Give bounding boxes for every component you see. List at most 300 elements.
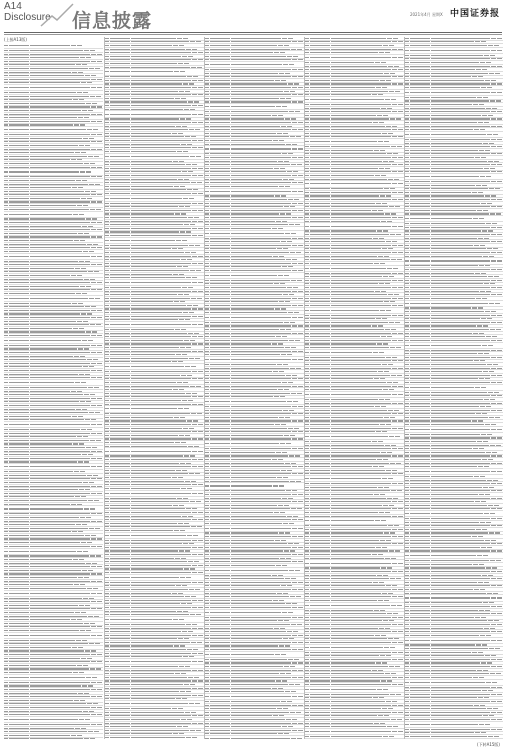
fund-name-placeholder [231,98,279,99]
row-number-placeholder [205,561,209,562]
value-placeholder [273,140,278,141]
row-number-placeholder [4,61,8,62]
value-placeholder [387,382,392,383]
row-number-placeholder [205,645,209,646]
value-placeholder [97,370,102,371]
row-number-placeholder [205,148,209,149]
fund-name-placeholder [331,248,381,249]
fund-name-placeholder [331,129,391,130]
fund-name-placeholder [331,505,382,506]
fund-name-placeholder [231,179,282,180]
fund-code-placeholder [9,124,29,125]
fund-code-placeholder [110,438,130,439]
fund-name-placeholder [231,270,291,271]
row-number-placeholder [4,377,8,378]
value-placeholder [376,87,381,88]
fund-code-placeholder [210,696,230,697]
value-placeholder [392,529,397,530]
fund-code-placeholder [9,577,29,578]
value-placeholder [76,409,81,410]
value-placeholder [198,371,203,372]
value-placeholder [280,329,285,330]
fund-name-placeholder [30,738,83,739]
value-placeholder [292,191,297,192]
fund-code-placeholder [9,440,29,441]
fund-code-placeholder [9,279,29,280]
fund-code-placeholder [9,711,29,712]
fund-code-placeholder [110,151,130,152]
value-placeholder [297,508,302,509]
fund-name-placeholder [30,163,83,164]
row-number-placeholder [205,501,209,502]
value-placeholder [74,471,79,472]
value-placeholder [288,543,293,544]
value-placeholder [392,368,397,369]
fund-code-placeholder [310,291,330,292]
row-number-placeholder [305,62,309,63]
value-placeholder [188,217,193,218]
fund-name-placeholder [30,405,90,406]
row-number-placeholder [205,140,209,141]
row-number-placeholder [305,563,309,564]
fund-code-placeholder [110,417,130,418]
value-placeholder [180,186,185,187]
fund-code-placeholder [110,695,130,696]
fund-code-placeholder [210,410,230,411]
fund-code-placeholder [310,647,330,648]
value-placeholder [82,685,87,686]
value-placeholder [82,524,87,525]
value-placeholder [382,547,387,548]
row-number-placeholder [105,653,109,654]
fund-name-placeholder [131,41,189,42]
fund-name-placeholder [30,57,79,58]
row-number-placeholder [205,528,209,529]
value-placeholder [84,117,89,118]
fund-name-placeholder [30,508,83,509]
fund-code-placeholder [9,447,29,448]
value-placeholder [381,291,386,292]
value-placeholder [198,554,203,555]
row-number-placeholder [305,375,309,376]
value-placeholder [192,256,197,257]
fund-name-placeholder [30,331,85,332]
fund-name-placeholder [131,561,187,562]
row-number-placeholder [305,146,309,147]
row-number-placeholder [105,530,109,531]
fund-name-placeholder [30,482,82,483]
fund-name-placeholder [231,420,291,421]
fund-code-placeholder [9,293,29,294]
fund-code-placeholder [310,80,330,81]
fund-code-placeholder [210,662,230,663]
value-placeholder [284,322,289,323]
row-number-placeholder [305,336,309,337]
row-number-placeholder [105,424,109,425]
row-number-placeholder [305,452,309,453]
fund-code-placeholder [210,417,230,418]
value-placeholder [398,252,403,253]
value-placeholder [77,391,82,392]
value-placeholder [286,443,291,444]
value-placeholder [81,429,86,430]
fund-code-placeholder [210,719,230,720]
fund-code-placeholder [9,689,29,690]
fund-code-placeholder [9,198,29,199]
row-number-placeholder [4,546,8,547]
value-placeholder [91,538,96,539]
fund-name-placeholder [231,715,272,716]
fund-code-placeholder [9,289,29,290]
value-placeholder [382,593,387,594]
value-placeholder [193,76,198,77]
value-placeholder [83,665,88,666]
fund-name-placeholder [231,396,273,397]
value-placeholder [191,252,196,253]
row-number-placeholder [105,228,109,229]
value-placeholder [176,240,181,241]
fund-name-placeholder [30,286,79,287]
row-number-placeholder [4,279,8,280]
fund-code-placeholder [9,542,29,543]
fund-name-placeholder [131,164,185,165]
value-placeholder [90,440,95,441]
fund-code-placeholder [9,581,29,582]
value-placeholder [382,478,387,479]
fund-code-placeholder [210,308,230,309]
fund-code-placeholder [9,504,29,505]
fund-name-placeholder [331,386,391,387]
value-placeholder [293,401,298,402]
row-number-placeholder [305,115,309,116]
fund-code-placeholder [210,256,230,257]
row-number-placeholder [305,52,309,53]
value-placeholder [198,466,203,467]
value-placeholder [289,684,294,685]
value-placeholder [390,647,395,648]
value-placeholder [397,259,402,260]
row-number-placeholder [4,433,8,434]
fund-code-placeholder [110,316,130,317]
fund-code-placeholder [9,394,29,395]
fund-code-placeholder [210,343,230,344]
value-placeholder [392,273,397,274]
value-placeholder [172,593,177,594]
value-placeholder [292,144,297,145]
fund-name-placeholder [131,572,191,573]
row-number-placeholder [4,528,8,529]
fund-code-placeholder [210,83,230,84]
value-placeholder [284,275,289,276]
value-placeholder [383,161,388,162]
value-placeholder [182,470,187,471]
row-number-placeholder [4,298,8,299]
row-number-placeholder [4,163,8,164]
value-placeholder [97,121,102,122]
fund-code-placeholder [9,366,29,367]
fund-name-placeholder [131,319,178,320]
fund-code-placeholder [110,661,130,662]
value-placeholder [287,56,292,57]
row-number-placeholder [205,673,209,674]
row-number-placeholder [305,406,309,407]
row-number-placeholder [105,611,109,612]
value-placeholder [388,638,393,639]
fund-name-placeholder [331,563,391,564]
value-placeholder [292,448,297,449]
fund-code-placeholder [210,329,230,330]
value-placeholder [192,466,197,467]
value-placeholder [398,617,403,618]
row-number-placeholder [105,52,109,53]
fund-name-placeholder [231,106,275,107]
value-placeholder [289,455,294,456]
value-placeholder [80,630,85,631]
fund-name-placeholder [30,214,72,215]
row-number-placeholder [205,684,209,685]
value-placeholder [280,673,285,674]
value-placeholder [97,61,102,62]
row-number-placeholder [105,600,109,601]
fund-name-placeholder [131,568,183,569]
fund-name-placeholder [30,626,90,627]
value-placeholder [390,118,395,119]
value-placeholder [386,585,391,586]
value-placeholder [183,38,188,39]
row-number-placeholder [4,366,8,367]
value-placeholder [280,628,285,629]
row-number-placeholder [305,410,309,411]
row-number-placeholder [305,613,309,614]
row-number-placeholder [105,171,109,172]
value-placeholder [274,628,279,629]
fund-name-placeholder [331,122,372,123]
fund-name-placeholder [30,244,86,245]
value-placeholder [92,447,97,448]
fund-code-placeholder [310,540,330,541]
row-number-placeholder [105,691,109,692]
value-placeholder [385,512,390,513]
fund-code-placeholder [110,568,130,569]
value-placeholder [72,647,77,648]
fund-name-placeholder [231,585,280,586]
fund-name-placeholder [30,370,90,371]
value-placeholder [195,245,200,246]
value-placeholder [198,343,203,344]
row-number-placeholder [305,133,309,134]
value-placeholder [192,291,197,292]
fund-name-placeholder [331,540,379,541]
value-placeholder [297,280,302,281]
row-number-placeholder [4,635,8,636]
value-placeholder [79,374,84,375]
value-placeholder [96,209,101,210]
fund-name-placeholder [231,266,281,267]
fund-name-placeholder [131,712,184,713]
value-placeholder [275,195,280,196]
fund-code-placeholder [110,420,130,421]
fund-name-placeholder [231,463,284,464]
fund-name-placeholder [30,92,76,93]
fund-code-placeholder [310,417,330,418]
row-number-placeholder [4,184,8,185]
row-number-placeholder [105,396,109,397]
row-number-placeholder [205,612,209,613]
value-placeholder [388,478,393,479]
value-placeholder [185,481,190,482]
row-number-placeholder [305,445,309,446]
fund-name-placeholder [331,413,391,414]
fund-code-placeholder [310,638,330,639]
row-number-placeholder [205,505,209,506]
row-number-placeholder [305,287,309,288]
fund-name-placeholder [231,508,290,509]
fund-code-placeholder [9,700,29,701]
value-placeholder [97,581,102,582]
value-placeholder [192,424,197,425]
value-placeholder [184,523,189,524]
fund-code-placeholder [310,631,330,632]
fund-code-placeholder [210,140,230,141]
fund-code-placeholder [110,282,130,283]
value-placeholder [378,141,383,142]
value-placeholder [280,396,285,397]
fund-name-placeholder [331,360,391,361]
fund-name-placeholder [131,438,191,439]
value-placeholder [298,589,303,590]
row-number-placeholder [105,607,109,608]
fund-code-placeholder [9,521,29,522]
fund-name-placeholder [131,301,173,302]
fund-name-placeholder [131,431,191,432]
fund-code-placeholder [9,424,29,425]
fund-name-placeholder [131,607,191,608]
fund-name-placeholder [30,693,77,694]
value-placeholder [91,370,96,371]
fund-code-placeholder [9,677,29,678]
row-number-placeholder [105,231,109,232]
fund-name-placeholder [30,124,73,125]
fund-code-placeholder [110,351,130,352]
row-number-placeholder [4,416,8,417]
row-number-placeholder [4,566,8,567]
row-number-placeholder [305,558,309,559]
row-number-placeholder [205,305,209,306]
value-placeholder [298,617,303,618]
value-placeholder [80,700,85,701]
fund-code-placeholder [210,582,230,583]
fund-code-placeholder [9,110,29,111]
row-number-placeholder [4,317,8,318]
value-placeholder [278,161,283,162]
value-placeholder [93,703,98,704]
fund-code-placeholder [110,638,130,639]
row-number-placeholder [4,275,8,276]
fund-code-placeholder [310,248,330,249]
fund-name-placeholder [131,540,191,541]
value-placeholder [384,301,389,302]
row-number-placeholder [4,623,8,624]
value-placeholder [198,628,203,629]
fund-code-placeholder [110,210,130,211]
row-number-placeholder [305,536,309,537]
value-placeholder [196,156,201,157]
fund-code-placeholder [210,224,230,225]
fund-name-placeholder [331,287,391,288]
fund-code-placeholder [9,167,29,168]
value-placeholder [286,98,291,99]
value-placeholder [274,396,279,397]
value-placeholder [376,547,381,548]
value-placeholder [398,171,403,172]
value-placeholder [91,661,96,662]
fund-code-placeholder [210,157,230,158]
value-placeholder [91,405,96,406]
fund-name-placeholder [231,301,278,302]
value-placeholder [180,530,185,531]
fund-code-placeholder [210,45,230,46]
value-placeholder [179,274,184,275]
row-number-placeholder [4,682,8,683]
fund-code-placeholder [110,263,130,264]
value-placeholder [292,705,297,706]
value-placeholder [292,59,297,60]
fund-name-placeholder [331,593,381,594]
value-placeholder [192,484,197,485]
fund-code-placeholder [210,41,230,42]
value-placeholder [185,366,190,367]
fund-name-placeholder [131,435,178,436]
row-number-placeholder [105,126,109,127]
row-number-placeholder [305,333,309,334]
value-placeholder [197,298,202,299]
fund-code-placeholder [210,428,230,429]
fund-name-placeholder [331,483,391,484]
fund-name-placeholder [231,259,285,260]
fund-name-placeholder [131,182,190,183]
row-number-placeholder [205,76,209,77]
fund-code-placeholder [110,712,130,713]
value-placeholder [298,378,303,379]
value-placeholder [398,217,403,218]
value-placeholder [88,570,93,571]
fund-code-placeholder [9,321,29,322]
fund-code-placeholder [310,382,330,383]
row-number-placeholder [105,635,109,636]
row-number-placeholder [4,282,8,283]
value-placeholder [91,593,96,594]
value-placeholder [290,368,295,369]
fund-name-placeholder [331,558,384,559]
value-placeholder [85,374,90,375]
table-column-2 [104,37,204,739]
fund-code-placeholder [9,61,29,62]
value-placeholder [379,512,384,513]
fund-code-placeholder [9,152,29,153]
value-placeholder [298,696,303,697]
value-placeholder [392,589,397,590]
value-placeholder [184,638,189,639]
row-number-placeholder [305,501,309,502]
row-number-placeholder [4,156,8,157]
value-placeholder [198,291,203,292]
fund-code-placeholder [310,445,330,446]
value-placeholder [390,188,395,189]
value-placeholder [398,529,403,530]
fund-code-placeholder [110,305,130,306]
fund-name-placeholder [131,653,191,654]
fund-code-placeholder [210,596,230,597]
